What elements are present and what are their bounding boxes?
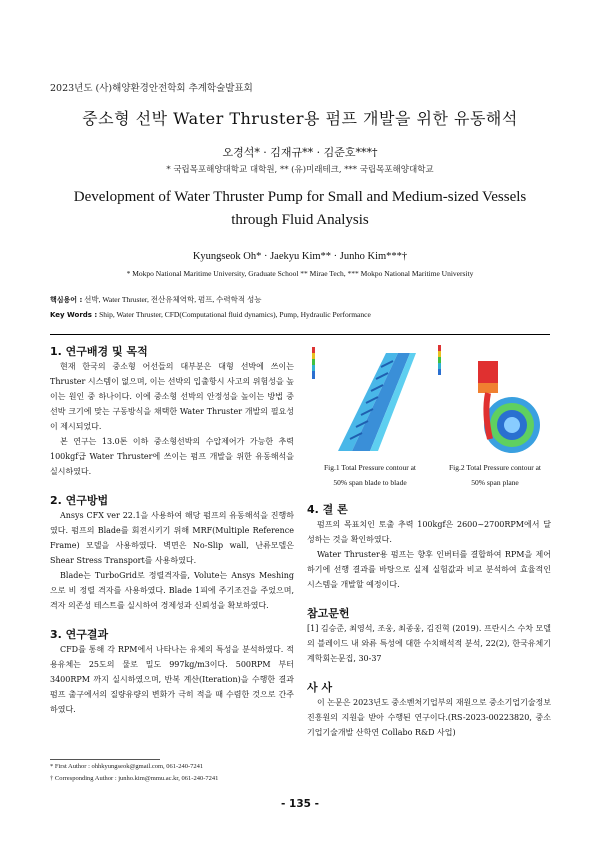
page-number: - 135 - xyxy=(281,798,319,810)
header-divider xyxy=(50,334,550,335)
figure-2-caption xyxy=(430,460,560,490)
section-1-paragraph-2: 본 연구는 13.0톤 이하 중소형선박의 수압제어가 가능한 추력 100kgf급 Water Thruster에 쓰이는 펌프 개발을 위한 유동해석을 실시하였다. xyxy=(50,437,294,476)
footnote-first-author: * First Author : ohhkyungseok@gmail.com, 061-240-7241 xyxy=(50,763,204,770)
title-english xyxy=(0,186,600,232)
references-heading: 참고문헌 xyxy=(307,607,350,620)
blade-contour-graphic xyxy=(310,343,430,455)
footnote-corresponding-author: † Corresponding Author : junho.kim@mmu.ac.kr, 061-240-7241 xyxy=(50,775,219,782)
figure-1-caption-line2: 50% span blade to blade xyxy=(333,478,407,487)
keywords-korean-label: 핵심용어 : xyxy=(50,296,83,304)
acknowledgment-heading: 사 사 xyxy=(307,681,333,694)
keywords-english xyxy=(50,310,371,319)
affiliations-english: * Mokpo National Maritime University, Graduate School ** Mirae Tech, *** Mokpo National Maritime University xyxy=(126,269,474,278)
footnote-divider xyxy=(50,759,160,760)
section-3-paragraph-1: CFD를 통해 각 RPM에서 나타나는 유체의 특성을 분석하였다. 적용유체는 25도의 물로 밀도 997kg/m3이다. 500RPM 부터 3400RPM 까지 실시하였으며, 반복 계산(Iteration)을 수행한 결과 펌프 출구에서의 질량유량의 변화가 극히 적을 때 수렴한 것으로 간주하였다. xyxy=(50,645,294,714)
figure-1-image xyxy=(310,343,430,455)
title-english-line2: through Fluid Analysis xyxy=(231,212,369,228)
left-column xyxy=(50,344,294,717)
section-1-heading: 1. 연구배경 및 목적 xyxy=(50,345,148,358)
keywords-korean xyxy=(50,294,262,305)
affiliations-korean: * 국립목포해양대학교 대학원, ** (유)미래테크, *** 국립목포해양대학교 xyxy=(166,165,434,175)
title-english-line1: Development of Water Thruster Pump for Small and Medium-sized Vessels xyxy=(73,189,527,205)
section-2-paragraph-2: Blade는 TurboGrid로 정렬격자를, Volute는 Ansys Meshing으로 비 정렬 격자를 사용하였다. Blade 1피에 주기조건을 주었으며, 격자 의존성 테스트를 실시하여 경제성과 신뢰성을 확보하였다. xyxy=(50,571,294,610)
volute-contour-graphic xyxy=(434,343,554,455)
authors-english: Kyungseok Oh* · Jaekyu Kim** · Junho Kim***† xyxy=(192,251,408,262)
authors-korean: 오경석* · 김재규** · 김준호***† xyxy=(222,146,378,159)
keywords-english-text: Ship, Water Thruster, CFD(Computational fluid dynamics), Pump, Hydraulic Performance xyxy=(99,310,371,319)
figure-1-caption xyxy=(300,460,440,490)
figure-2-caption-line2: 50% span plane xyxy=(471,478,519,487)
figure-2-caption-line1: Fig.2 Total Pressure contour at xyxy=(448,463,542,472)
right-column xyxy=(307,502,551,740)
conference-name: 2023년도 (사)해양환경안전학회 추계학술발표회 xyxy=(50,83,253,94)
section-4-heading: 4. 결 론 xyxy=(307,503,348,516)
section-2-paragraph-1: Ansys CFX ver 22.1을 사용하여 해당 펌프의 유동해석을 진행하였다. 펌프의 Blade를 회전시키기 위해 MRF(Multiple Reference Frame) 모델을 사용하였다. 벽면은 No-Slip wall, 난류모델은 Shear Stress Transport를 사용하였다. xyxy=(50,511,294,565)
reference-1: [1] 김승준, 최영석, 조웅, 최종웅, 김진혁 (2019). 프란시스 수차 모델의 블레이드 내 와류 특성에 대한 수치해석적 분석, 22(2), 한국유체기계학회논문집, 30-37 xyxy=(307,624,551,663)
section-3-heading: 3. 연구결과 xyxy=(50,628,109,641)
title-korean: 중소형 선박 Water Thruster용 펌프 개발을 위한 유동해석 xyxy=(82,109,518,128)
section-1-paragraph-1: 현재 한국의 중소형 어선들의 대부분은 대형 선박에 쓰이는 Thruster 시스템이 없으며, 이는 선박의 입출항시 사고의 위험성을 높이는 원인 중 하나이다. 이에 중소형 선박의 안정성을 높이는 방법 중 선박 크기에 맞는 구동방식을 채택한 Water Thruster 개발의 필요성이 제시되었다. xyxy=(50,362,294,431)
figure-1-caption-line1: Fig.1 Total Pressure contour at xyxy=(323,463,417,472)
keywords-english-label: Key Words : xyxy=(50,311,98,319)
section-4-paragraph-2: Water Thruster용 펌프는 향후 인버터를 결합하여 RPM을 제어하기에 선행 결과를 바탕으로 실제 실험값과 비교 분석하여 효율적인 시스템을 개발할 예정이다. xyxy=(307,550,551,589)
figure-2-image xyxy=(434,343,554,455)
keywords-korean-text: 선박, Water Thruster, 전산유체역학, 펌프, 수력학적 성능 xyxy=(84,295,262,304)
section-4-paragraph-1: 펌프의 목표치인 토출 추력 100kgf은 2600~2700RPM에서 달성하는 것을 확인하였다. xyxy=(307,520,551,544)
section-2-heading: 2. 연구방법 xyxy=(50,494,109,507)
acknowledgment-text: 이 논문은 2023년도 중소벤처기업부의 재원으로 중소기업기술정보진흥원의 지원을 받아 수행된 연구이다.(RS-2023-00223820, 중소기업기술개발 산학연 Collabo R&D 사업) xyxy=(307,698,551,737)
